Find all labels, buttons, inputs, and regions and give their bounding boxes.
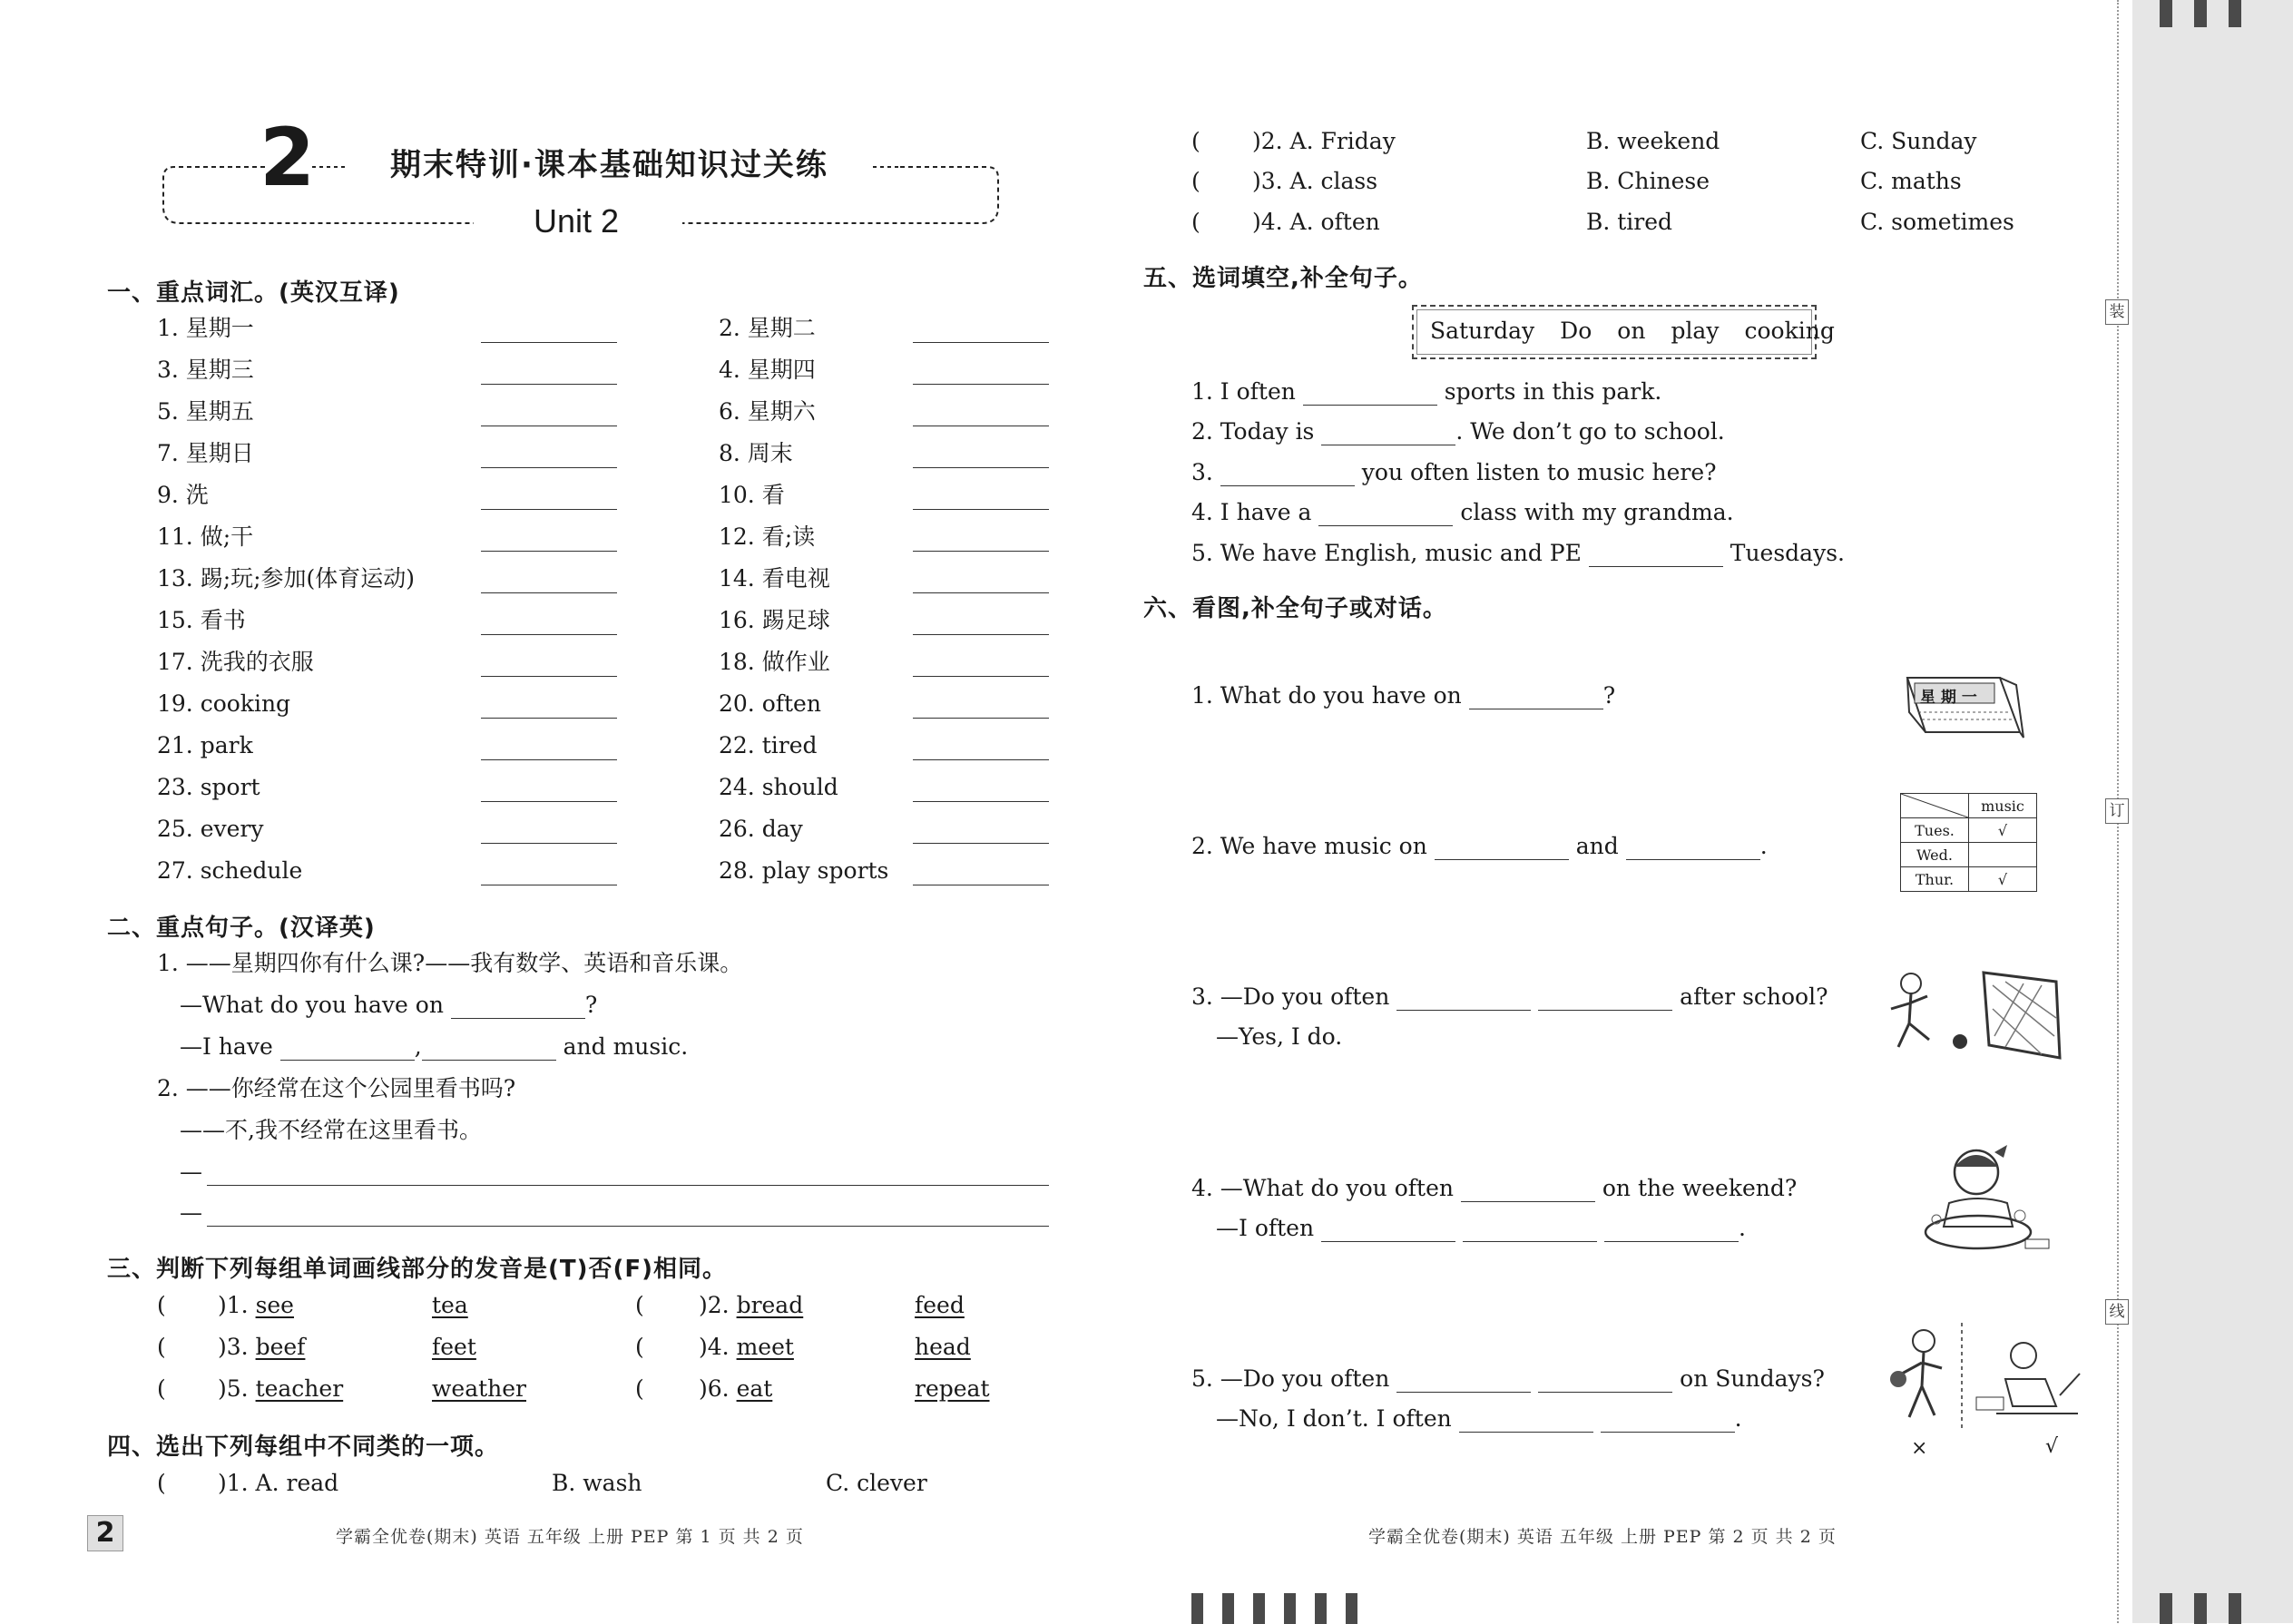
table-day: Tues. bbox=[1901, 818, 1969, 843]
vocab-item: 8. 周末 bbox=[719, 440, 793, 466]
s6-q3 bbox=[1191, 983, 1828, 1011]
answer-paren-left[interactable]: ( bbox=[1191, 128, 1200, 154]
s6-text: . bbox=[1738, 1215, 1746, 1241]
s2-q1-line2-suffix: and music. bbox=[563, 1033, 689, 1060]
schedule-table bbox=[1900, 793, 2037, 892]
answer-paren-left bbox=[157, 1292, 166, 1319]
vocab-item: 14. 看电视 bbox=[719, 565, 830, 592]
vocab-item: 23. sport bbox=[157, 774, 260, 800]
s2-q2-line1 bbox=[180, 1159, 202, 1186]
s2-q1-line1-prefix: —What do you have on bbox=[180, 992, 444, 1018]
vocab-item: 15. 看书 bbox=[157, 607, 246, 633]
vocab-item: 17. 洗我的衣服 bbox=[157, 649, 314, 675]
answer-paren-left bbox=[157, 1375, 166, 1403]
word: teacher bbox=[255, 1375, 344, 1402]
answer-blank[interactable] bbox=[913, 694, 1049, 719]
binding-label-zhuang: 装 bbox=[2105, 299, 2129, 325]
answer-blank[interactable] bbox=[913, 318, 1049, 343]
calendar-text: 星 期 一 bbox=[1920, 689, 1977, 707]
answer-blank[interactable] bbox=[1589, 543, 1723, 567]
vocab-item: 13. 踢;玩;参加(体育运动) bbox=[157, 565, 416, 592]
answer-paren-left[interactable]: ( bbox=[157, 1470, 166, 1496]
s4-option-a: )1. A. read bbox=[218, 1470, 339, 1496]
vocab-item: 25. every bbox=[157, 816, 264, 842]
answer-blank[interactable] bbox=[1321, 1218, 1455, 1242]
s3-item-b bbox=[699, 1292, 803, 1319]
s5-line1 bbox=[1191, 378, 1661, 406]
s6-text: on the weekend? bbox=[1602, 1175, 1798, 1201]
vocab-item: 26. day bbox=[719, 816, 803, 842]
word: feed bbox=[915, 1292, 965, 1318]
registration-mark bbox=[1253, 1593, 1265, 1624]
registration-mark bbox=[1315, 1593, 1327, 1624]
s3-item-a2 bbox=[432, 1292, 468, 1319]
section2-heading: 二、重点句子。(汉译英) bbox=[107, 915, 376, 942]
binding-label-ding: 订 bbox=[2105, 798, 2129, 824]
answer-blank[interactable] bbox=[1469, 685, 1603, 709]
s4-option-a: )2. A. Friday bbox=[1252, 128, 1396, 154]
word: eat bbox=[736, 1375, 773, 1402]
binding-label-xian: 线 bbox=[2105, 1299, 2129, 1325]
word: tea bbox=[432, 1292, 468, 1318]
vocab-item: 24. should bbox=[719, 774, 838, 800]
vocab-item: 10. 看 bbox=[719, 482, 785, 508]
s5-text: class with my grandma. bbox=[1460, 499, 1734, 525]
basketball-reading-image bbox=[1878, 1323, 2087, 1432]
answer-blank[interactable] bbox=[913, 360, 1049, 385]
paren: ( bbox=[157, 1375, 166, 1402]
s3-item-b2 bbox=[915, 1334, 971, 1361]
table-header: music bbox=[1969, 794, 2037, 818]
s2-q1-prompt: 1. ——星期四你有什么课?——我有数学、英语和音乐课。 bbox=[157, 950, 743, 976]
answer-blank[interactable] bbox=[913, 861, 1049, 885]
vocab-item: 3. 星期三 bbox=[157, 357, 254, 383]
vocab-item: 20. often bbox=[719, 690, 821, 717]
vocab-item: 22. tired bbox=[719, 732, 818, 758]
item-number: )4. bbox=[699, 1334, 737, 1360]
table-corner bbox=[1901, 794, 1969, 818]
word: repeat bbox=[915, 1375, 990, 1402]
footer-left: 学霸全优卷(期末) 英语 五年级 上册 PEP 第 1 页 共 2 页 bbox=[336, 1527, 804, 1547]
vocab-item: 18. 做作业 bbox=[719, 649, 830, 675]
washing-clothes-image bbox=[1913, 1140, 2058, 1257]
answer-blank[interactable] bbox=[1601, 1408, 1735, 1433]
answer-blank[interactable] bbox=[913, 402, 1049, 426]
s6-text: 1. What do you have on bbox=[1191, 682, 1462, 709]
page-number-badge: 2 bbox=[87, 1515, 123, 1551]
answer-blank[interactable] bbox=[1396, 1368, 1531, 1393]
s6-text: 4. —What do you often bbox=[1191, 1175, 1454, 1201]
table-day: Thur. bbox=[1901, 867, 1969, 892]
registration-mark bbox=[2194, 0, 2207, 27]
word: head bbox=[915, 1334, 971, 1360]
answer-blank[interactable] bbox=[913, 444, 1049, 468]
s5-text: sports in this park. bbox=[1444, 378, 1662, 405]
registration-mark bbox=[2229, 1593, 2241, 1624]
s5-line3 bbox=[1191, 459, 1717, 486]
s5-text: 3. bbox=[1191, 459, 1213, 485]
s5-text: 4. I have a bbox=[1191, 499, 1312, 525]
answer-blank[interactable] bbox=[913, 778, 1049, 802]
s6-text: . bbox=[1734, 1405, 1742, 1432]
s3-item-b2 bbox=[915, 1375, 990, 1403]
answer-blank[interactable] bbox=[481, 819, 617, 844]
vocab-item: 16. 踢足球 bbox=[719, 607, 830, 633]
answer-paren-left bbox=[635, 1292, 644, 1319]
answer-blank[interactable] bbox=[1538, 1368, 1672, 1393]
vocab-item: 9. 洗 bbox=[157, 482, 209, 508]
s2-q1-line2 bbox=[180, 1033, 688, 1061]
s2-q2-prompt-b: ——不,我不经常在这里看书。 bbox=[180, 1117, 482, 1143]
s5-line5 bbox=[1191, 540, 1845, 567]
vocab-item: 19. cooking bbox=[157, 690, 291, 717]
s6-text: after school? bbox=[1680, 983, 1828, 1010]
answer-blank[interactable] bbox=[1459, 1408, 1593, 1433]
s6-q2 bbox=[1191, 833, 1768, 860]
paren: ( bbox=[157, 1292, 166, 1318]
s2-q1-line1 bbox=[180, 992, 597, 1019]
section4-heading: 四、选出下列每组中不同类的一项。 bbox=[107, 1433, 500, 1461]
answer-blank[interactable] bbox=[1626, 836, 1760, 860]
s4-option-a: )4. A. often bbox=[1252, 209, 1380, 235]
s5-text: 5. We have English, music and PE bbox=[1191, 540, 1582, 566]
s6-q5-answer bbox=[1216, 1405, 1742, 1433]
word-bank bbox=[1430, 318, 1835, 345]
registration-mark bbox=[2160, 0, 2172, 27]
football-image bbox=[1878, 964, 2069, 1063]
answer-paren-left bbox=[157, 1334, 166, 1361]
s6-text: 3. —Do you often bbox=[1191, 983, 1390, 1010]
paren: ( bbox=[635, 1292, 644, 1318]
answer-blank[interactable] bbox=[1538, 986, 1672, 1011]
vocab-item: 21. park bbox=[157, 732, 253, 758]
s6-q1 bbox=[1191, 682, 1615, 709]
dash: — bbox=[180, 1199, 202, 1226]
s6-q3-answer: —Yes, I do. bbox=[1216, 1023, 1343, 1050]
word: weather bbox=[432, 1375, 526, 1402]
answer-blank[interactable] bbox=[481, 861, 617, 885]
answer-blank[interactable] bbox=[481, 569, 617, 593]
s5-text: Tuesdays. bbox=[1730, 540, 1845, 566]
answer-blank[interactable] bbox=[481, 360, 617, 385]
answer-blank[interactable] bbox=[280, 1036, 415, 1061]
table-day: Wed. bbox=[1901, 843, 1969, 867]
answer-blank[interactable] bbox=[481, 778, 617, 802]
wrong-mark: × bbox=[1911, 1437, 1928, 1460]
answer-line[interactable] bbox=[207, 1185, 1049, 1186]
calendar-image bbox=[1900, 667, 2027, 748]
answer-line[interactable] bbox=[207, 1226, 1049, 1227]
word: see bbox=[255, 1292, 294, 1318]
s3-item-a bbox=[218, 1292, 294, 1319]
registration-mark bbox=[1191, 1593, 1203, 1624]
vocab-item: 1. 星期一 bbox=[157, 315, 254, 341]
answer-blank[interactable] bbox=[1461, 1178, 1595, 1202]
answer-blank[interactable] bbox=[1303, 381, 1437, 406]
answer-paren-left[interactable]: ( bbox=[1191, 209, 1200, 235]
s3-item-b bbox=[699, 1334, 794, 1361]
s4-option-b: B. Chinese bbox=[1586, 168, 1710, 194]
unit-label: Unit 2 bbox=[534, 202, 620, 240]
s2-q2-prompt: 2. ——你经常在这个公园里看书吗? bbox=[157, 1075, 516, 1101]
word-bank-item: Do bbox=[1560, 318, 1592, 344]
registration-mark bbox=[2229, 0, 2241, 27]
answer-blank[interactable] bbox=[1321, 421, 1455, 445]
s6-q5 bbox=[1191, 1365, 1825, 1393]
section6-heading: 六、看图,补全句子或对话。 bbox=[1143, 595, 1447, 622]
vocab-item: 27. schedule bbox=[157, 857, 303, 884]
answer-blank[interactable] bbox=[913, 569, 1049, 593]
section3-heading: 三、判断下列每组单词画线部分的发音是(T)否(F)相同。 bbox=[107, 1256, 728, 1283]
footer-right: 学霸全优卷(期末) 英语 五年级 上册 PEP 第 2 页 共 2 页 bbox=[1368, 1527, 1837, 1547]
s3-item-b2 bbox=[915, 1292, 965, 1319]
answer-blank[interactable] bbox=[913, 485, 1049, 510]
s5-text: you often listen to music here? bbox=[1361, 459, 1717, 485]
s5-text: . We don’t go to school. bbox=[1455, 418, 1725, 445]
table-mark bbox=[1969, 843, 2037, 867]
s3-item-a2 bbox=[432, 1375, 526, 1403]
item-number: )3. bbox=[218, 1334, 256, 1360]
s4-option-a: )3. A. class bbox=[1252, 168, 1378, 194]
s4-option-c: C. maths bbox=[1860, 168, 1962, 194]
paren: ( bbox=[635, 1334, 644, 1360]
answer-blank[interactable] bbox=[913, 652, 1049, 677]
page-title: 期末特训·课本基础知识过关练 bbox=[390, 147, 828, 183]
word: meet bbox=[736, 1334, 794, 1360]
s5-line4 bbox=[1191, 499, 1734, 526]
s6-text: —No, I don’t. I often bbox=[1216, 1405, 1452, 1432]
registration-mark bbox=[1222, 1593, 1234, 1624]
answer-blank[interactable] bbox=[422, 1036, 556, 1061]
s6-text: ? bbox=[1602, 682, 1616, 709]
s6-text: 5. —Do you often bbox=[1191, 1365, 1390, 1392]
section5-heading: 五、选词填空,补全句子。 bbox=[1143, 265, 1423, 292]
answer-blank[interactable] bbox=[913, 611, 1049, 635]
registration-mark bbox=[2160, 1593, 2172, 1624]
paren: ( bbox=[157, 1334, 166, 1360]
vocab-item: 7. 星期日 bbox=[157, 440, 254, 466]
word-bank-item: cooking bbox=[1744, 318, 1835, 344]
answer-blank[interactable] bbox=[481, 485, 617, 510]
s4-option-c: C. clever bbox=[826, 1470, 927, 1496]
s6-text: and bbox=[1575, 833, 1619, 859]
answer-blank[interactable] bbox=[481, 611, 617, 635]
s6-text: 2. We have music on bbox=[1191, 833, 1427, 859]
answer-blank[interactable] bbox=[1396, 986, 1531, 1011]
s2-q1-line1-suffix: ? bbox=[584, 992, 598, 1018]
unit-number: 2 bbox=[260, 111, 316, 204]
dash: — bbox=[180, 1159, 202, 1185]
answer-blank[interactable] bbox=[481, 318, 617, 343]
s3-item-b bbox=[699, 1375, 772, 1403]
answer-paren-left bbox=[635, 1334, 644, 1361]
answer-blank[interactable] bbox=[1435, 836, 1569, 860]
s6-q4-answer bbox=[1216, 1215, 1746, 1242]
vocab-item: 4. 星期四 bbox=[719, 357, 816, 383]
answer-blank[interactable] bbox=[481, 694, 617, 719]
vocab-item: 2. 星期二 bbox=[719, 315, 816, 341]
answer-blank[interactable] bbox=[913, 819, 1049, 844]
word-bank-item: Saturday bbox=[1430, 318, 1535, 344]
answer-blank[interactable] bbox=[451, 994, 585, 1019]
vocab-item: 6. 星期六 bbox=[719, 398, 816, 425]
word-bank-item: play bbox=[1671, 318, 1720, 344]
s4-option-c: C. Sunday bbox=[1860, 128, 1977, 154]
item-number: )2. bbox=[699, 1292, 737, 1318]
s2-q2-line2 bbox=[180, 1199, 202, 1227]
vocab-item: 12. 看;读 bbox=[719, 523, 816, 550]
section1-heading: 一、重点词汇。(英汉互译) bbox=[107, 279, 400, 307]
table-mark: √ bbox=[1969, 867, 2037, 892]
answer-blank[interactable] bbox=[481, 402, 617, 426]
table-mark: √ bbox=[1969, 818, 2037, 843]
answer-blank[interactable] bbox=[481, 736, 617, 760]
item-number: )5. bbox=[218, 1375, 256, 1402]
s4-option-b: B. tired bbox=[1586, 209, 1673, 235]
s4-option-c: C. sometimes bbox=[1860, 209, 2014, 235]
s6-text: on Sundays? bbox=[1680, 1365, 1825, 1392]
right-mark: √ bbox=[2045, 1435, 2059, 1458]
answer-blank[interactable] bbox=[1463, 1218, 1597, 1242]
vocab-item: 5. 星期五 bbox=[157, 398, 254, 425]
answer-paren-left bbox=[635, 1375, 644, 1403]
answer-paren-left[interactable]: ( bbox=[1191, 168, 1200, 194]
s6-text: —I often bbox=[1216, 1215, 1315, 1241]
s5-text: 2. Today is bbox=[1191, 418, 1315, 445]
answer-blank[interactable] bbox=[1604, 1218, 1739, 1242]
s5-text: 1. I often bbox=[1191, 378, 1296, 405]
answer-blank[interactable] bbox=[913, 736, 1049, 760]
binding-strip bbox=[2132, 0, 2293, 1623]
registration-mark bbox=[1346, 1593, 1357, 1624]
s5-line2 bbox=[1191, 418, 1725, 445]
s6-text: . bbox=[1759, 833, 1768, 859]
s2-q1-line2-comma: , bbox=[414, 1033, 422, 1060]
s6-q4 bbox=[1191, 1175, 1797, 1202]
answer-blank[interactable] bbox=[913, 527, 1049, 552]
vocab-item: 11. 做;干 bbox=[157, 523, 254, 550]
item-number: )1. bbox=[218, 1292, 256, 1318]
paren: ( bbox=[635, 1375, 644, 1402]
answer-blank[interactable] bbox=[1220, 462, 1355, 486]
vocab-item: 28. play sports bbox=[719, 857, 889, 884]
s3-item-a bbox=[218, 1375, 343, 1403]
word: feet bbox=[432, 1334, 476, 1360]
item-number: )6. bbox=[699, 1375, 737, 1402]
s4-option-b: B. wash bbox=[552, 1470, 642, 1496]
s3-item-a2 bbox=[432, 1334, 476, 1361]
word: bread bbox=[736, 1292, 804, 1318]
answer-blank[interactable] bbox=[481, 652, 617, 677]
registration-mark bbox=[1284, 1593, 1296, 1624]
s4-option-b: B. weekend bbox=[1586, 128, 1720, 154]
s2-q1-line2-prefix: —I have bbox=[180, 1033, 273, 1060]
answer-blank[interactable] bbox=[481, 444, 617, 468]
registration-mark bbox=[2194, 1593, 2207, 1624]
answer-blank[interactable] bbox=[481, 527, 617, 552]
word: beef bbox=[255, 1334, 306, 1360]
answer-blank[interactable] bbox=[1318, 502, 1453, 526]
s3-item-a bbox=[218, 1334, 305, 1361]
word-bank-item: on bbox=[1617, 318, 1646, 344]
